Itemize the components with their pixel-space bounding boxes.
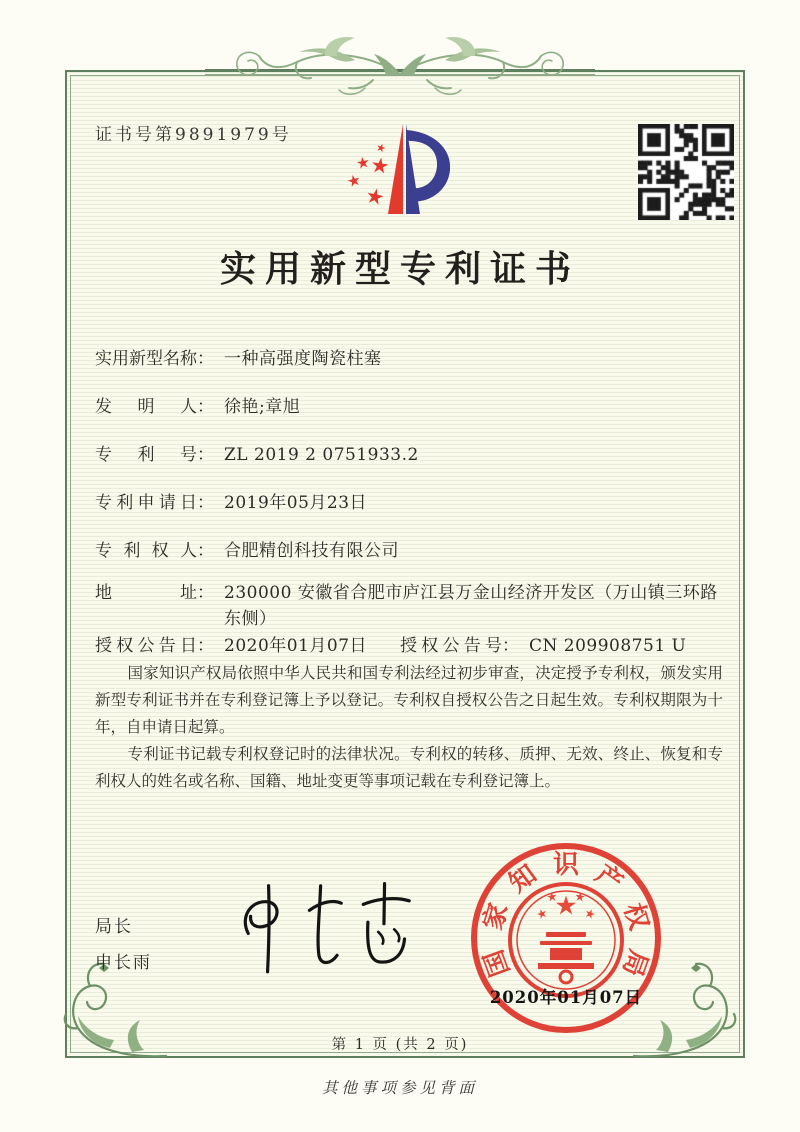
field-row-inventor (95, 392, 300, 417)
colon: ： (197, 583, 214, 603)
field-row-address (95, 578, 729, 633)
field-label: 发明人 (95, 397, 197, 417)
national-emblem-icon (510, 884, 622, 996)
field-label: 实用新型名称 (95, 349, 197, 369)
grant-date-value: 2020年01月07日 (224, 636, 368, 656)
field-label: 专利号 (95, 445, 197, 465)
legal-paragraph-2: 专利证书记载专利权登记时的法律状况。专利权的转移、质押、无效、终止、恢复和专利权人的姓名或名称、国籍、地址变更等事项记载在专利登记簿上。 (95, 744, 723, 790)
colon: ： (502, 636, 519, 656)
colon: ： (197, 493, 214, 513)
cnipa-red-seal (468, 840, 664, 1036)
field-value: 合肥精创科技有限公司 (224, 541, 399, 561)
legal-paragraph-1: 国家知识产权局依照中华人民共和国专利法经过初步审查，决定授予专利权，颁发实用新型专利证书并在专利登记簿上予以登记。专利权自授权公告之日起生效。专利权期限为十年，自申请日起算。 (95, 664, 723, 736)
seal-char: 产 (589, 859, 629, 899)
field-label: 专利申请日 (95, 493, 197, 513)
grant-no-group (400, 631, 686, 656)
field-row-patent-no (95, 440, 419, 465)
seal-char: 国 (478, 945, 516, 981)
field-row-grant (95, 631, 720, 656)
field-value: 2019年05月23日 (224, 493, 368, 513)
cnipa-logo-icon (330, 110, 480, 230)
field-row-patentee (95, 536, 399, 561)
field-value: 230000 安徽省合肥市庐江县万金山经济开发区（万山镇三环路东侧） (224, 583, 718, 630)
grant-no-value: CN 209908751 U (529, 636, 687, 656)
seal-char: 识 (552, 850, 580, 880)
seal-date: 2020年01月07日 (489, 988, 643, 1007)
commissioner-signature (218, 876, 423, 978)
colon: ： (197, 636, 214, 656)
seal-char: 家 (478, 899, 515, 934)
field-row-filing-date (95, 488, 367, 513)
legal-text (95, 660, 723, 795)
back-side-note: 其他事项参见背面 (321, 1079, 478, 1097)
field-label: 地址 (95, 583, 197, 603)
seal-char: 知 (503, 859, 543, 899)
qr-code (638, 124, 734, 220)
field-value: 一种高强度陶瓷柱塞 (224, 349, 382, 369)
colon: ： (197, 541, 214, 561)
seal-char: 权 (617, 899, 654, 934)
commissioner-name: 申长雨 (95, 953, 152, 973)
field-value: ZL 2019 2 0751933.2 (224, 445, 419, 465)
field-label: 授权公告号 (400, 636, 502, 656)
field-row-name (95, 344, 382, 369)
certificate-number: 证书号第9891979号 (95, 125, 292, 145)
field-label: 专利权人 (95, 541, 197, 561)
top-flourish-ornament (205, 34, 595, 106)
commissioner-title: 局长 (95, 917, 133, 937)
colon: ： (197, 445, 214, 465)
field-value: 徐艳;章旭 (224, 397, 301, 417)
certificate-title: 实用新型专利证书 (219, 248, 580, 290)
colon: ： (197, 349, 214, 369)
seal-char: 局 (616, 945, 654, 981)
field-label: 授权公告日 (95, 636, 197, 656)
colon: ： (197, 397, 214, 417)
page-number: 第 1 页 (共 2 页) (331, 1037, 469, 1053)
